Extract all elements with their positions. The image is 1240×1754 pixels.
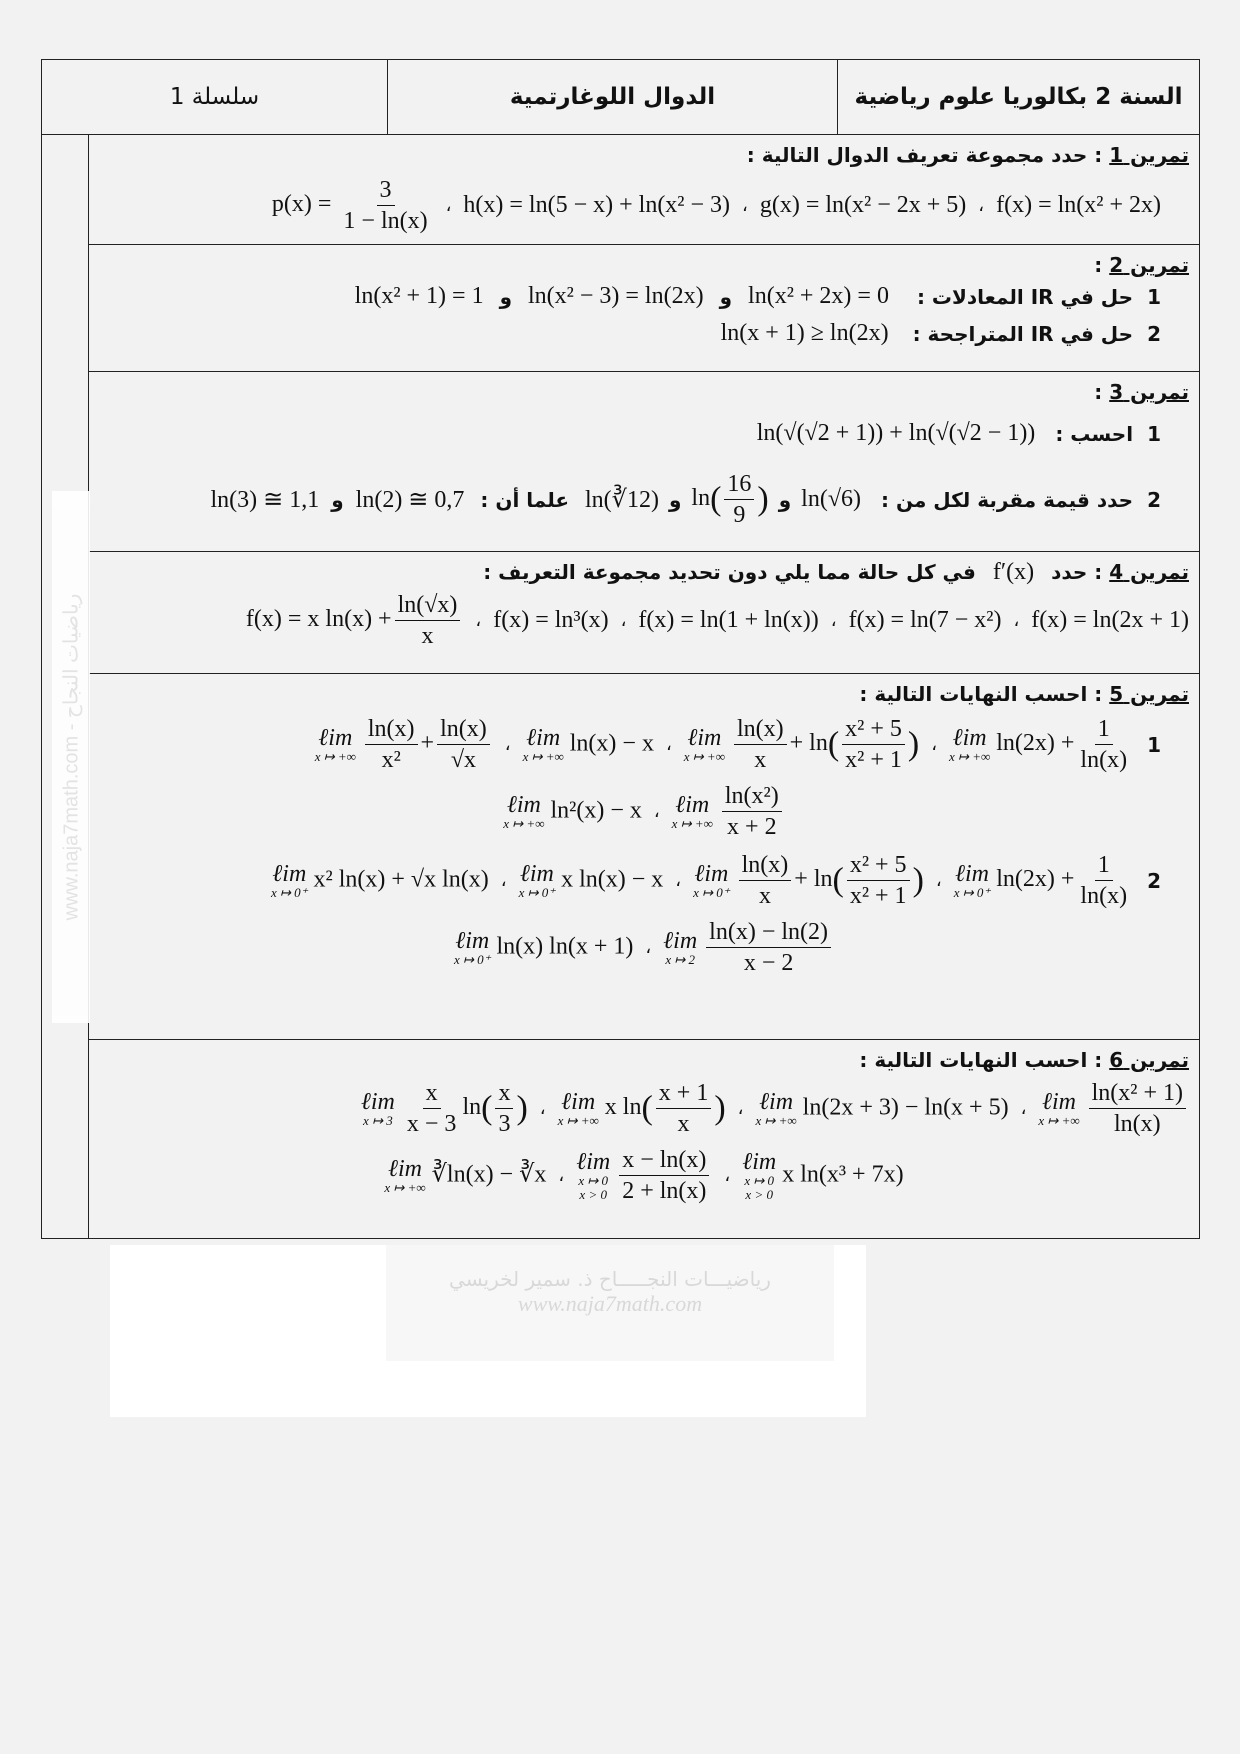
series-title: سلسلة 1: [169, 84, 260, 110]
exercise-1: تمرين 1 : حدد مجموعة تعريف الدوال التالية : f(x) = ln(x² + 2x) ، g(x) = ln(x² − 2x + 5) ، h(x) = ln(5 − x) + ln(x² − 3) ، p(x) = $\frac{3}{1 - \ln(x)}$: [89, 135, 1199, 245]
lim-b3: ℓim x ↦ 0⁺ x ln(x) − x: [518, 860, 664, 900]
lim-a4: ℓim x ↦ +∞ $\frac{\ln(x)}{\text{x²}}$ + $\frac{\ln(x)}{√x}$: [315, 714, 493, 775]
side-watermark: www.naja7math.com - رياضيات النجاح: [52, 491, 90, 1023]
lim-a2: ℓim x ↦ +∞ $\frac{\ln(x)}{x}$ + ln( $\frac{\text{x² + 5}}{\text{x² + 1}}$ ): [683, 716, 920, 773]
side-margin: [42, 135, 89, 1238]
ex4-f5: f(x) = x ln(x) + $\frac{\ln(√x)}{x}$: [246, 590, 464, 651]
header-table: [41, 59, 1200, 135]
lim-b6: ℓim x ↦ 0⁺ ln(x) ln(x + 1): [453, 927, 634, 967]
exercise-5-header: تمرين 5 : احسب النهايات التالية :: [859, 682, 1189, 706]
ex1-g: g(x) = ln(x² − 2x + 5): [759, 192, 967, 218]
ex2-q1-text: حل في IR المعادلات :: [916, 284, 1134, 309]
lim-c1: ℓim x ↦ +∞ $\frac{\text{ln(x² + 1)}}{\ln(x)}$: [1038, 1078, 1189, 1139]
footer-watermark: رياضيـــات النجـــــاح ذ. سمير لخريسي www.naja7math.com: [110, 1245, 866, 1417]
ex2-q2-num: 2: [1147, 321, 1161, 346]
lim-c3: ℓim x ↦ +∞ x ln( $\frac{x + 1}{x}$ ): [557, 1080, 726, 1137]
ex3-q2-e2: ln( $\frac{16}{9}$ ): [691, 471, 769, 528]
worksheet: [41, 59, 1200, 1239]
lim-c7: ℓim x ↦ +∞ ∛ln(x) − ∛x: [384, 1155, 547, 1195]
ex3-q1-expr: ln(√(√2 + 1)) + ln(√(√2 − 1)): [756, 420, 1036, 446]
exercise-1-header: تمرين 1 : حدد مجموعة تعريف الدوال التالية :: [746, 143, 1189, 167]
exercise-6: تمرين 6 : احسب النهايات التالية : ℓim x ↦ +∞ $\frac{\text{ln(x² + 1)}}{\ln(x)}$ ، ℓim x ↦ +∞ ln(2x + 3) − ln(x + 5) ، ℓim x ↦ +∞ x ln( $\frac{x + 1}{x}$ ) ، ℓim x ↦ 3 $\frac{x}{x - 3}$ ln( $\frac{x}{3}$ ) ℓim x ↦ 0 x > 0 x ln(x³ + 7x) ، ℓim x ↦ 0 x > 0 $\frac{x - \ln(x)}{2 + \ln(x)}$ ، ℓim x ↦ +∞ ∛ln(x) − ∛x: [89, 1040, 1199, 1238]
exercise-4: تمرين 4 : حدد f′(x) في كل حالة مما يلي دون تحديد مجموعة التعريف : f(x) = ln(2x + 1) ، f(x) = ln(7 − x²) ، f(x) = ln(1 + ln(x)) ، f(x) = ln³(x) ، f(x) = x ln(x) + $\frac{\ln(√x)}{x}$: [89, 552, 1199, 674]
exercise-5: تمرين 5 : احسب النهايات التالية : 1 ℓim x ↦ +∞ ln(2x) + $\frac{1}{\ln(x)}$ ، ℓim x ↦ +∞ $\frac{\ln(x)}{x}$ + ln( $\frac{\text{x² + 5}}{\text{x² + 1}}$ ) ، ℓim x ↦ +∞ ln(x) − x ، ℓim x ↦ +∞ $\frac{\ln(x)}{\text{x²}}$ + $\frac{\ln(x)}{√x}$ ℓim x ↦ +∞ $\frac{\text{ln(x²)}}{x + 2}$ ، ℓim x ↦ +∞ ln²(x) − x 2 ℓim x ↦ 0⁺ ln(2x) + $\frac{1}{\ln(x)}$ ، ℓim x ↦ 0⁺ $\frac{\ln(x)}{x}$ + ln( $\frac{\text{x² + 5}}{\text{x² + 1}}$ ) ، ℓim x ↦ 0⁺ x ln(x) − x ، ℓim x ↦ 0⁺ x² ln(x) + √x ln(x) ℓim x ↦ 2 $\frac{\ln(x) - \ln(2)}{x - 2}$ ، ℓim x ↦ 0⁺ ln(x) ln(x + 1): [89, 674, 1199, 1040]
ex1-h: h(x) = ln(5 − x) + ln(x² − 3): [463, 192, 731, 218]
exercise-3: تمرين 3 : 1 احسب : ln(√(√2 + 1)) + ln(√(√2 − 1)) 2 حدد قيمة مقربة لكل من : ln(√6) و ln( $\frac{16}{9}$ ) و ln(∛12) علما أن : ln(2) ≅ 0,7 و ln(3) ≅ 1,1: [89, 372, 1199, 552]
exercise-6-header: تمرين 6 : احسب النهايات التالية :: [859, 1048, 1189, 1072]
lim-c5: ℓim x ↦ 0 x > 0 x ln(x³ + 7x): [742, 1148, 904, 1202]
lim-a3: ℓim x ↦ +∞ ln(x) − x: [522, 724, 654, 764]
exercise-2-header: تمرين 2 :: [1094, 253, 1189, 277]
ex2-q1-num: 1: [1147, 284, 1161, 309]
topic-title: الدوال اللوغارتمية: [387, 60, 837, 134]
lim-a6: ℓim x ↦ +∞ ln²(x) − x: [503, 791, 642, 831]
exercise-2: تمرين 2 : 1 حل في IR المعادلات : ln(x² + 2x) = 0 و ln(x² − 3) = ln(2x) و ln(x² + 1) = 1 2 حل في IR المتراجحة : ln(x + 1) ≥ ln(2x): [89, 245, 1199, 372]
lim-a5: ℓim x ↦ +∞ $\frac{\text{ln(x²)}}{x + 2}$: [672, 781, 785, 842]
lim-c4: ℓim x ↦ 3 $\frac{x}{x - 3}$ ln( $\frac{x}{3}$ ): [360, 1080, 528, 1137]
lim-b2: ℓim x ↦ 0⁺ $\frac{\ln(x)}{x}$ + ln( $\frac{\text{x² + 5}}{\text{x² + 1}}$ ): [693, 852, 924, 909]
lim-c6: ℓim x ↦ 0 x > 0 $\frac{x - \ln(x)}{2 + \ln(x)}$: [576, 1145, 712, 1206]
ex1-p: p(x) = $\frac{3}{1 - \ln(x)}$: [271, 177, 428, 234]
lim-b1: ℓim x ↦ 0⁺ ln(2x) + $\frac{1}{\ln(x)}$: [953, 852, 1128, 909]
ex1-f: f(x) = ln(x² + 2x): [996, 192, 1161, 218]
level-title: السنة 2 بكالوريا علوم رياضية: [837, 60, 1199, 134]
lim-c2: ℓim x ↦ +∞ ln(2x + 3) − ln(x + 5): [755, 1088, 1009, 1128]
ex2-q2-text: حل في IR المتراجحة :: [912, 321, 1134, 346]
lim-a1: ℓim x ↦ +∞ ln(2x) + $\frac{1}{\ln(x)}$: [949, 716, 1128, 773]
lim-b5: ℓim x ↦ 2 $\frac{\ln(x) - \ln(2)}{x - 2}$: [663, 917, 834, 978]
lim-b4: ℓim x ↦ 0⁺ x² ln(x) + √x ln(x): [271, 860, 489, 900]
exercise-3-header: تمرين 3 :: [1094, 380, 1189, 404]
exercise-4-header: تمرين 4 : حدد f′(x) في كل حالة مما يلي دون تحديد مجموعة التعريف :: [483, 559, 1189, 585]
exercises-table: [41, 135, 1200, 1239]
